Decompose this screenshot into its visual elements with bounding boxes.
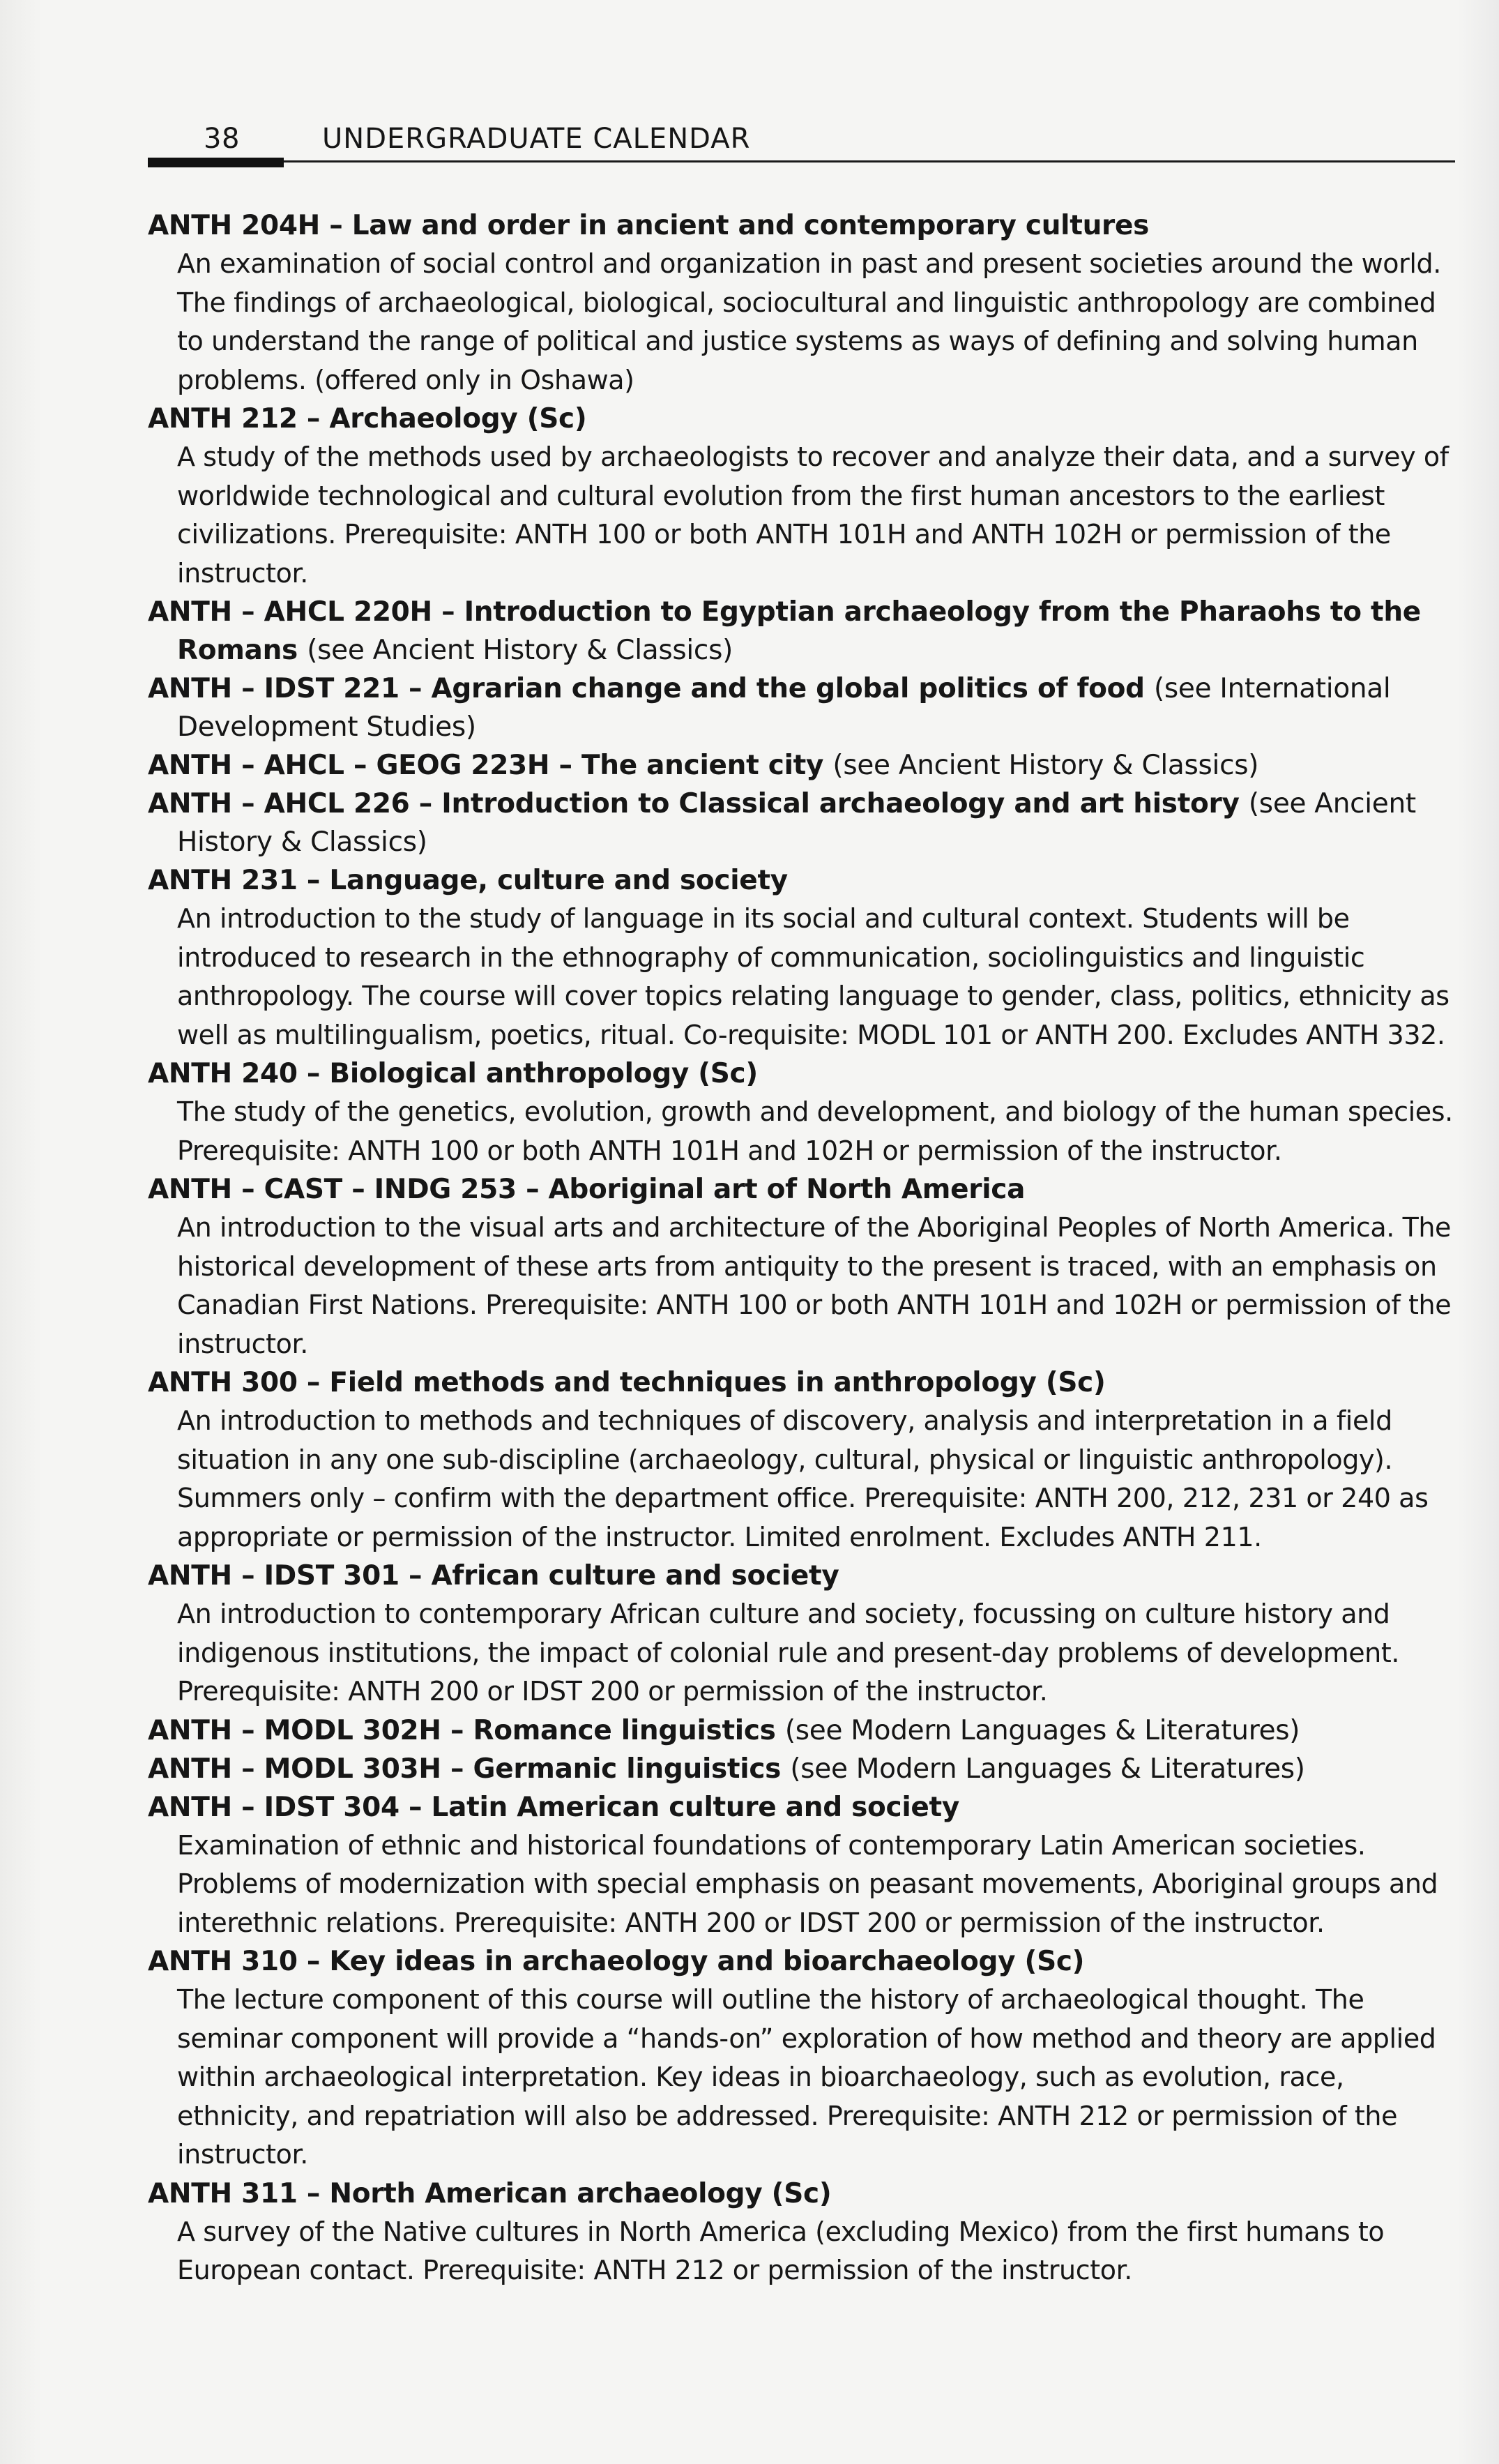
course-title: ANTH 204H – Law and order in ancient and contemporary cultures: [148, 210, 1150, 241]
course-entry: [148, 1711, 1459, 1750]
page-header: [148, 123, 1455, 165]
course-title-line: [148, 1788, 1459, 1827]
header-rule: [148, 160, 1455, 162]
course-entry: [148, 1170, 1459, 1363]
course-title-line: [148, 670, 1459, 746]
header-rule-tab: [148, 158, 284, 167]
cross-reference: (see Ancient History & Classics): [832, 750, 1259, 781]
cross-reference: (see International Development Studies): [177, 673, 1391, 743]
course-title: ANTH – MODL 303H – Germanic linguistics: [148, 1753, 782, 1785]
course-entry: [148, 1055, 1459, 1170]
course-title-line: [148, 1363, 1459, 1402]
course-title: ANTH 231 – Language, culture and society: [148, 865, 788, 896]
course-title-line: [148, 1711, 1459, 1750]
course-entry: [148, 670, 1459, 746]
course-title: ANTH – AHCL 220H – Introduction to Egyptian archaeology from the Pharaohs to the Romans: [148, 596, 1421, 666]
course-entry: [148, 1942, 1459, 2175]
course-description: An examination of social control and organization in past and present societies around the world. The findings of archaeological, biological, sociocultural and linguistic anthropology are combined to understand the range of political and justice systems as ways of defining and solving human problems. (offered only in Oshawa): [177, 248, 1441, 395]
course-title: ANTH – MODL 302H – Romance linguistics: [148, 1714, 776, 1746]
course-entry: [148, 861, 1459, 1055]
page-number: 38: [204, 123, 240, 155]
course-entry: [148, 400, 1459, 593]
course-entry: [148, 1788, 1459, 1943]
course-description: An introduction to the study of language in its social and cultural context. Students will be introduced to research in the ethnography of communication, sociolinguistics and linguistic anthropology. The course will cover topics relating language to gender, class, politics, ethnicity as well as multilingualism, poetics, ritual. Co-requisite: MODL 101 or ANTH 200. Excludes ANTH 332.: [177, 903, 1449, 1050]
course-description: An introduction to contemporary African culture and society, focussing on culture history and indigenous institutions, the impact of colonial rule and present-day problems of development. Prerequisite: ANTH 200 or IDST 200 or permission of the instructor.: [177, 1598, 1400, 1707]
course-title-line: [148, 1055, 1459, 1093]
course-entry: [148, 785, 1459, 861]
course-title: ANTH 310 – Key ideas in archaeology and bioarchaeology (Sc): [148, 1946, 1085, 1977]
course-title-line: [148, 1750, 1459, 1788]
course-title: ANTH – IDST 301 – African culture and society: [148, 1560, 839, 1592]
course-entry: [148, 206, 1459, 400]
course-title: ANTH 212 – Archaeology (Sc): [148, 403, 587, 434]
course-title: ANTH – AHCL 226 – Introduction to Classical archaeology and art history: [148, 788, 1240, 819]
course-entry: [148, 593, 1459, 670]
course-description: An introduction to methods and techniques of discovery, analysis and interpretation in a field situation in any one sub-discipline (archaeology, cultural, physical or linguistic anthropology). Summers only – confirm with the department office. Prerequisite: ANTH 200, 212, 231 or 240 as appropriate or permission of the instructor. Limited enrolment. Excludes ANTH 211.: [177, 1405, 1429, 1552]
cross-reference: (see Modern Languages & Literatures): [784, 1714, 1300, 1746]
course-title: ANTH 311 – North American archaeology (Sc): [148, 2177, 832, 2209]
course-title: ANTH – IDST 221 – Agrarian change and the global politics of food: [148, 673, 1145, 704]
course-title-line: [148, 206, 1459, 245]
course-description: The lecture component of this course will outline the history of archaeological thought. The seminar component will provide a “hands-on” exploration of how method and theory are applied within archaeological interpretation. Key ideas in bioarchaeology, such as evolution, race, ethnicity, and repatriation will also be addressed. Prerequisite: ANTH 212 or permission of the instructor.: [177, 1984, 1436, 2170]
cross-reference: (see Modern Languages & Literatures): [790, 1753, 1305, 1785]
course-title-line: [148, 1170, 1459, 1209]
course-title-line: [148, 400, 1459, 438]
course-description: A survey of the Native cultures in North America (excluding Mexico) from the first humans to European contact. Prerequisite: ANTH 212 or permission of the instructor.: [177, 2216, 1385, 2285]
course-title-line: [148, 1557, 1459, 1595]
running-title: UNDERGRADUATE CALENDAR: [322, 123, 751, 155]
course-entry: [148, 1557, 1459, 1711]
course-title-line: [148, 746, 1459, 785]
course-title-line: [148, 2175, 1459, 2213]
cross-reference: (see Ancient History & Classics): [307, 635, 733, 666]
course-description: Examination of ethnic and historical foundations of contemporary Latin American societies. Problems of modernization with special emphasis on peasant movements, Aboriginal groups and interethnic relations. Prerequisite: ANTH 200 or IDST 200 or permission of the instructor.: [177, 1829, 1438, 1938]
course-entry: [148, 1363, 1459, 1557]
course-title-line: [148, 1942, 1459, 1981]
course-description: A study of the methods used by archaeologists to recover and analyze their data, and a survey of worldwide technological and cultural evolution from the first human ancestors to the earliest civilizations. Prerequisite: ANTH 100 or both ANTH 101H and ANTH 102H or permission of the instructor.: [177, 441, 1449, 589]
course-title: ANTH – CAST – INDG 253 – Aboriginal art of North America: [148, 1174, 1026, 1205]
course-title-line: [148, 785, 1459, 861]
course-title: ANTH 240 – Biological anthropology (Sc): [148, 1058, 758, 1089]
course-entry: [148, 1750, 1459, 1788]
course-listing: [148, 206, 1459, 2290]
course-title-line: [148, 593, 1459, 670]
course-title: ANTH 300 – Field methods and techniques in anthropology (Sc): [148, 1367, 1106, 1398]
course-entry: [148, 746, 1459, 785]
course-title: ANTH – IDST 304 – Latin American culture and society: [148, 1791, 960, 1823]
course-title: ANTH – AHCL – GEOG 223H – The ancient city: [148, 750, 824, 781]
course-entry: [148, 2175, 1459, 2290]
course-description: The study of the genetics, evolution, growth and development, and biology of the human species. Prerequisite: ANTH 100 or both ANTH 101H and 102H or permission of the instructor.: [177, 1096, 1453, 1166]
cross-reference: (see Ancient History & Classics): [177, 788, 1416, 858]
course-title-line: [148, 861, 1459, 900]
course-description: An introduction to the visual arts and architecture of the Aboriginal Peoples of North America. The historical development of these arts from antiquity to the present is traced, with an emphasis on Canadian First Nations. Prerequisite: ANTH 100 or both ANTH 101H and 102H or permission of the instructor.: [177, 1212, 1452, 1359]
